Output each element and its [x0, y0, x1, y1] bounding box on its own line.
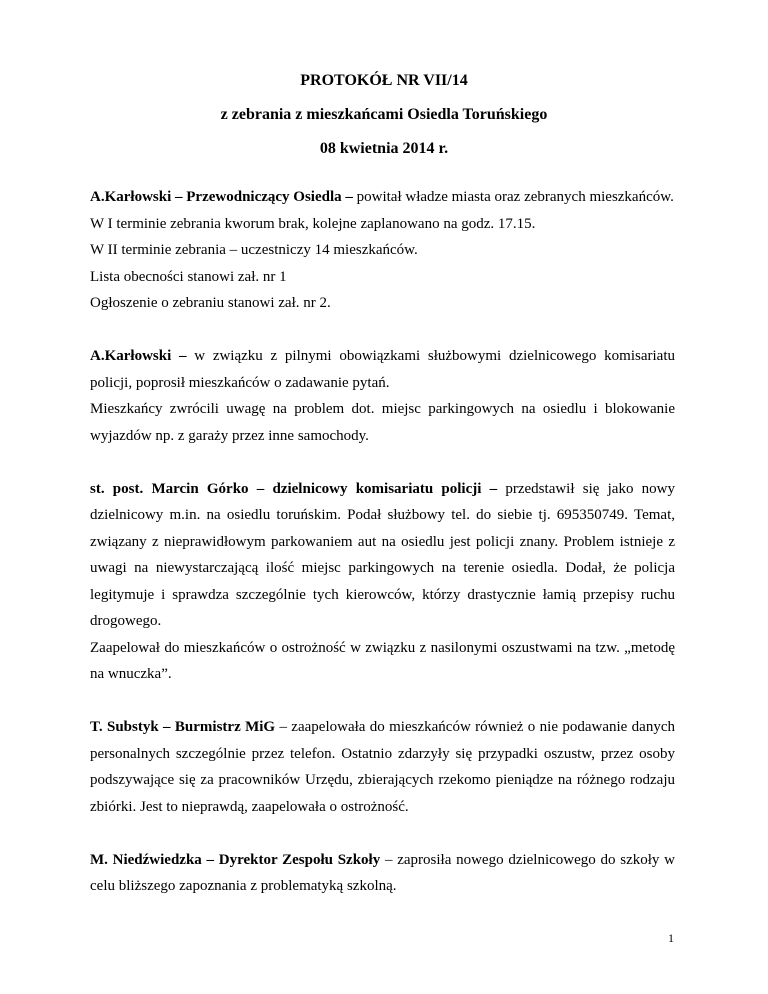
- speaker-label: T. Substyk – Burmistrz MiG: [90, 719, 276, 735]
- paragraph-5: [90, 847, 675, 900]
- paragraph-1: [90, 184, 675, 317]
- paragraph-line: Lista obecności stanowi zał. nr 1: [90, 268, 287, 285]
- paragraph-text: w związku z pilnymi obowiązkami służbowymi dzielnicowego komisariatu policji, poprosił mieszkańców o zadawanie pytań.: [90, 348, 675, 391]
- speaker-label: A.Karłowski – Przewodniczący Osiedla –: [90, 189, 353, 205]
- speaker-label: M. Niedźwiedzka – Dyrektor Zespołu Szkoły: [90, 851, 381, 868]
- paragraph-2: [90, 343, 675, 449]
- document-subtitle: z zebrania z mieszkańcami Osiedla Toruńskiego: [220, 106, 548, 123]
- paragraph-3: [90, 476, 675, 688]
- paragraph-extra: Mieszkańcy zwrócili uwagę na problem dot. miejsc parkingowych na osiedlu i blokowanie wyjazdów np. z garaży przez inne samochody.: [90, 401, 675, 444]
- speaker-label: st. post. Marcin Górko – dzielnicowy komisariatu policji –: [90, 480, 498, 497]
- speaker-label: A.Karłowski –: [90, 348, 187, 364]
- paragraph-text: – zaprosiła nowego dzielnicowego do szkoły w celu bliższego zapoznania z problematyką szkolną.: [90, 851, 676, 894]
- paragraph-line: W II terminie zebrania – uczestniczy 14 mieszkańców.: [90, 242, 418, 258]
- document-date: 08 kwietnia 2014 r.: [319, 140, 449, 157]
- paragraph-line: W I terminie zebrania kworum brak, kolejne zaplanowano na godz. 17.15.: [90, 215, 536, 232]
- document-title: PROTOKÓŁ NR VII/14: [300, 72, 468, 89]
- paragraph-text: – zaapelowała do mieszkańców również o nie podawanie danych personalnych szczególnie przez telefon. Ostatnio zdarzyły się przypadki oszustw, przez osoby podszywające się za pracowników Urzędu, zbierających rzekomo pieniądze na różnego rodzaju zbiórki. Jest to nieprawdą, zaapelowała o ostrożność.: [90, 719, 675, 815]
- paragraph-line: Ogłoszenie o zebraniu stanowi zał. nr 2.: [90, 295, 331, 311]
- paragraph-text: powitał władze miasta oraz zebranych mieszkańców.: [352, 189, 674, 205]
- paragraph-text: przedstawił się jako nowy dzielnicowy m.in. na osiedlu toruńskim. Podał służbowy tel. do siebie tj. 695350749. Temat, związany z nieprawidłowym parkowaniem aut na osiedlu jest policji znany. Problem istnieje z uwagi na niewystarczającą ilość miejsc parkingowych na terenie osiedla. Dodał, że policja legitymuje i sprawdza szczególnie tych kierowców, którzy drastycznie łamią przepisy ruchu drogowego.: [90, 480, 675, 629]
- page-number: 1: [668, 931, 674, 945]
- paragraph-4: [90, 714, 675, 820]
- paragraph-extra: Zaapelował do mieszkańców o ostrożność w związku z nasilonymi oszustwami na tzw. „metodę na wnuczka”.: [90, 639, 675, 682]
- document-body: [90, 184, 675, 926]
